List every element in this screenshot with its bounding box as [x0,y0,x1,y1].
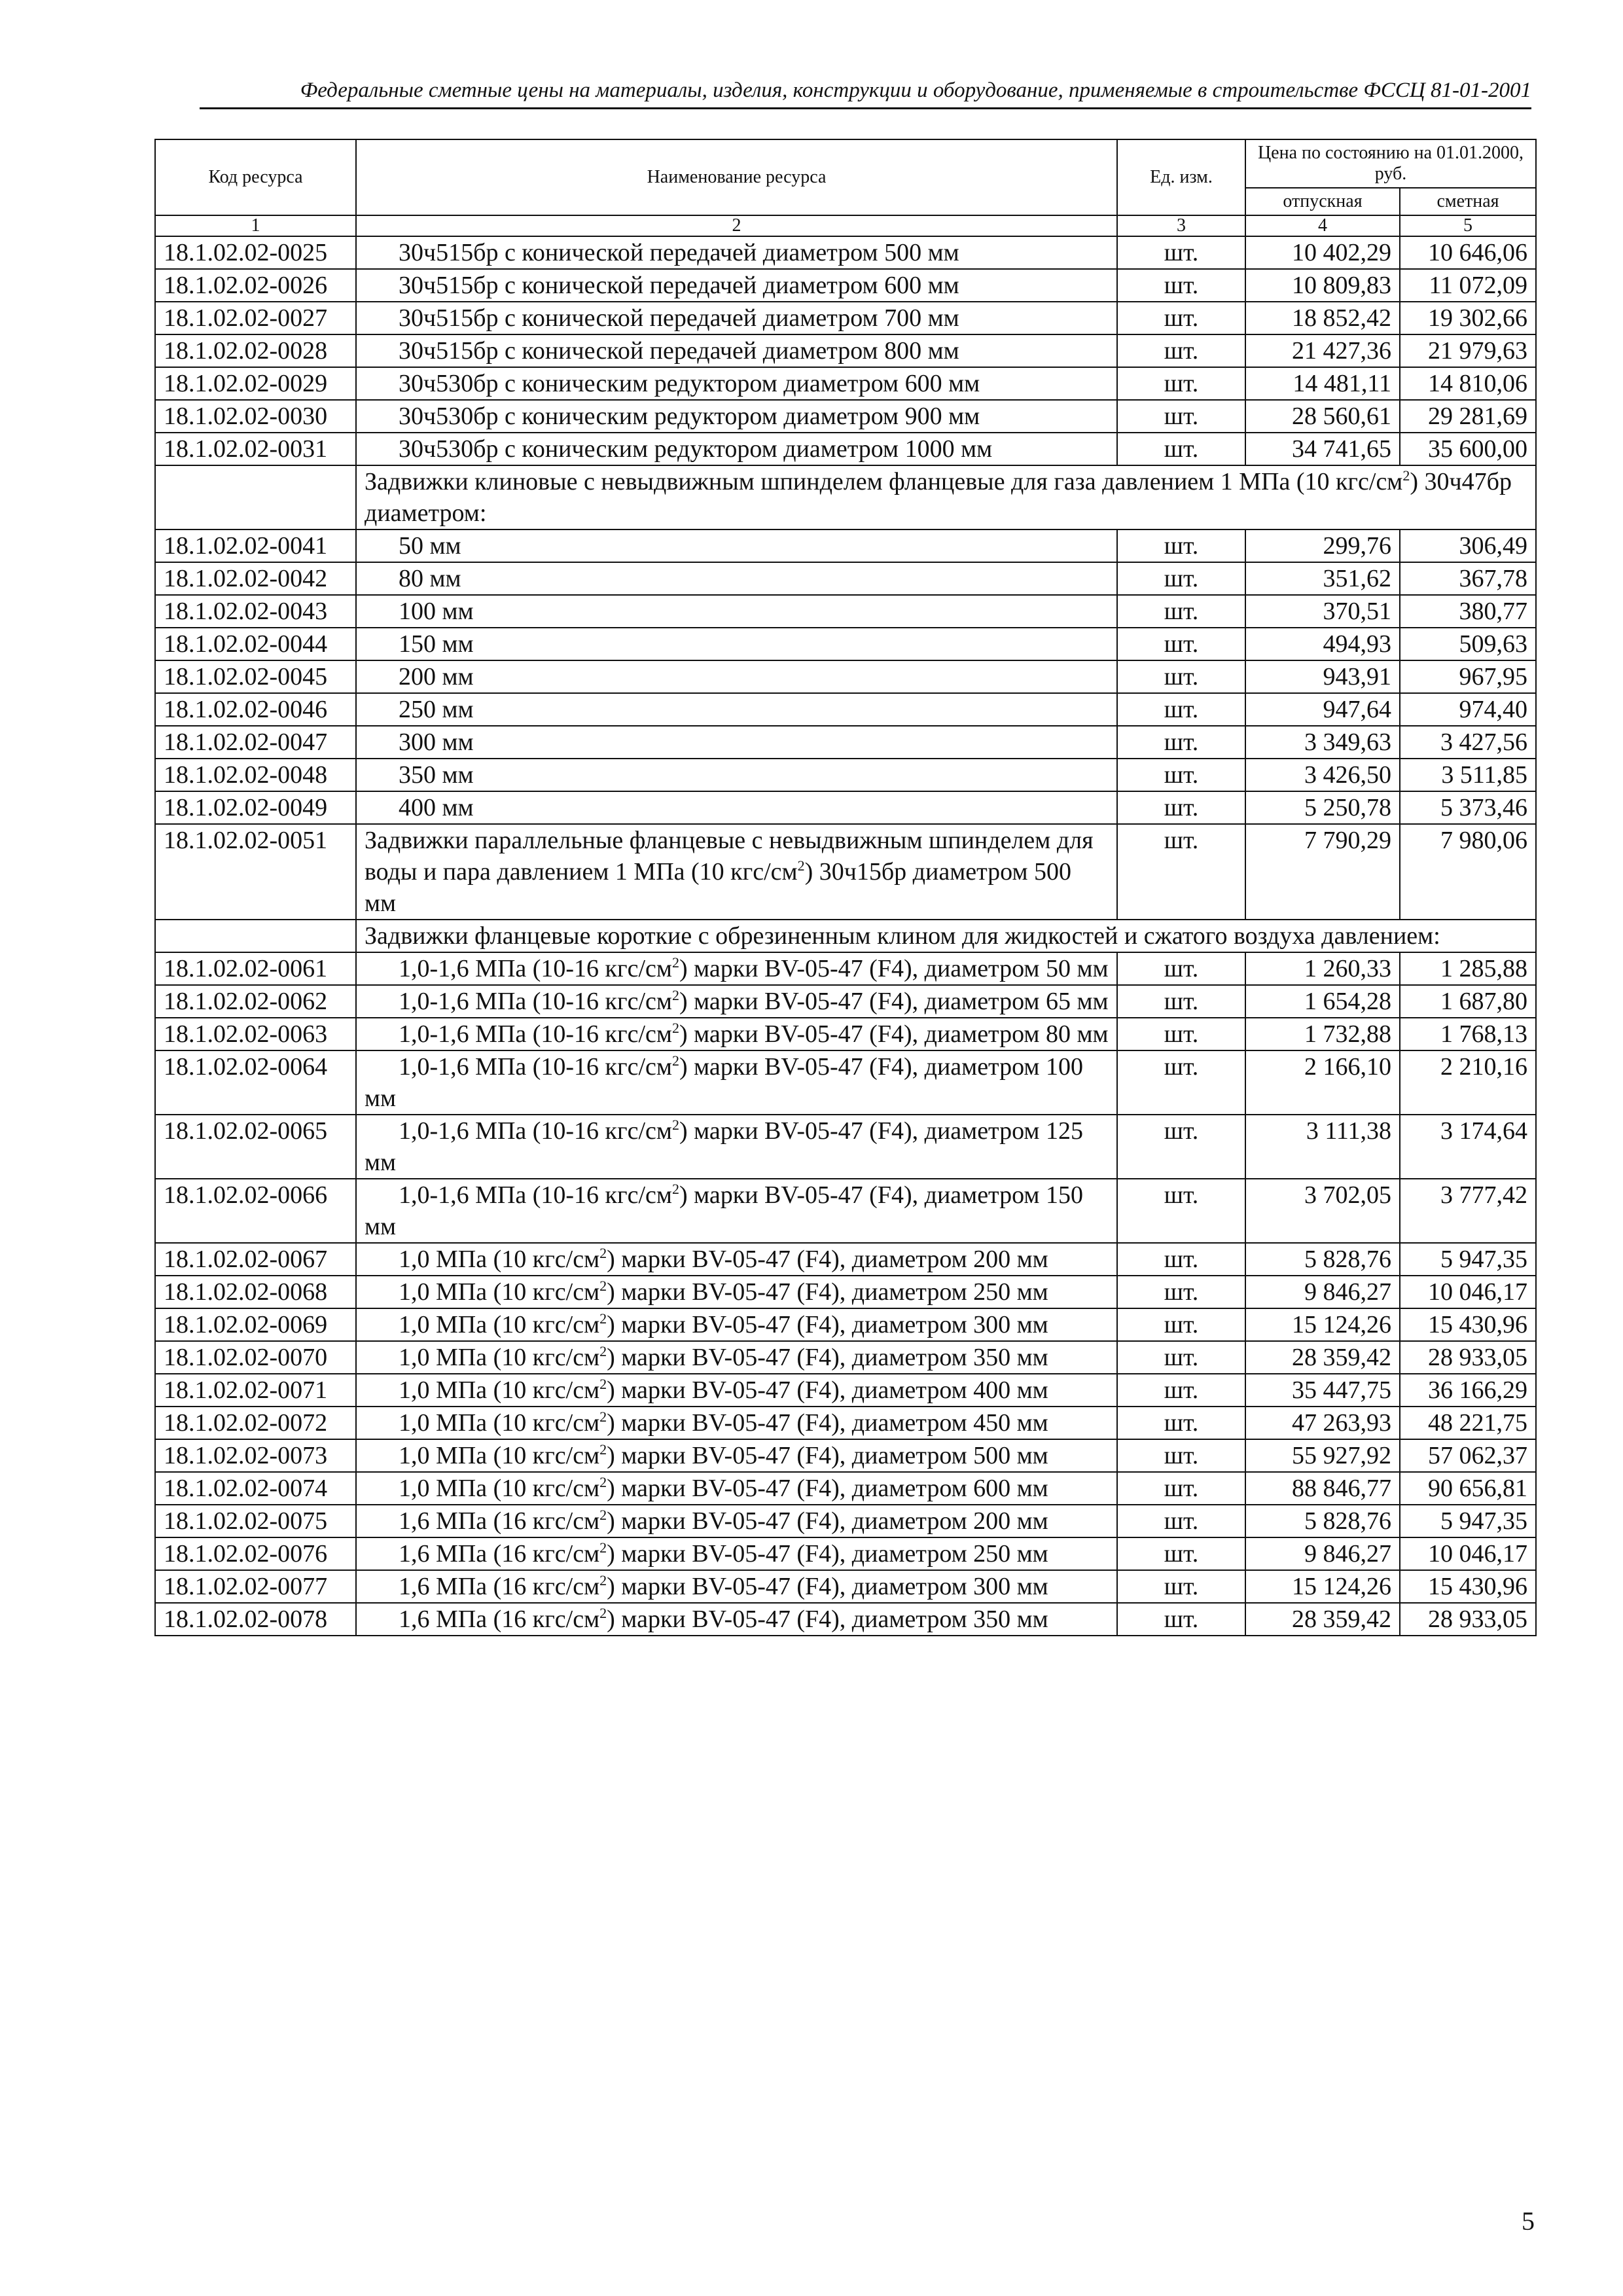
resource-name [356,1243,1117,1276]
resource-name [356,726,1117,759]
table-row [155,1439,1536,1472]
table-row [155,1276,1536,1308]
table-row [155,595,1536,628]
estimate-price: 10 046,17 [1400,1537,1536,1570]
resource-name [356,1308,1117,1341]
estimate-price: 28 933,05 [1400,1603,1536,1636]
resource-code: 18.1.02.02-0046 [155,693,356,726]
resource-code: 18.1.02.02-0077 [155,1570,356,1603]
group-header: Задвижки фланцевые короткие с обрезиненным клином для жидкостей и сжатого воздуха давлением: [356,920,1536,952]
release-price: 3 702,05 [1245,1179,1400,1243]
resource-name-text: 1,0 МПа (10 кгс/$см^2$) марки BV-05-47 (F4), диаметром 200 мм [399,1245,1048,1273]
unit: шт. [1117,1374,1245,1407]
column-number-row [155,215,1536,236]
resource-name-text: 1,0 МПа (10 кгс/$см^2$) марки BV-05-47 (F4), диаметром 400 мм [399,1376,1048,1404]
resource-code: 18.1.02.02-0073 [155,1439,356,1472]
table-row [155,433,1536,465]
resource-name-text: 30ч530бр с коническим редуктором диаметром 600 мм [399,370,980,397]
resource-code: 18.1.02.02-0042 [155,562,356,595]
unit: шт. [1117,1472,1245,1505]
estimate-price: 5 947,35 [1400,1505,1536,1537]
estimate-price: 28 933,05 [1400,1341,1536,1374]
estimate-price: 1 768,13 [1400,1018,1536,1050]
resource-name [356,1570,1117,1603]
estimate-price: 14 810,06 [1400,367,1536,400]
release-price: 9 846,27 [1245,1276,1400,1308]
release-price: 10 809,83 [1245,269,1400,302]
resource-name [356,269,1117,302]
unit: шт. [1117,1276,1245,1308]
resource-name-text: 1,0-1,6 МПа (10-16 кгс/$см^2$) марки BV-05-47 (F4), диаметром 125 мм [365,1117,1083,1176]
resource-name-text: 30ч530бр с коническим редуктором диаметром 1000 мм [399,435,993,463]
estimate-price: 11 072,09 [1400,269,1536,302]
table-row [155,1050,1536,1115]
release-price: 351,62 [1245,562,1400,595]
table-row [155,367,1536,400]
release-price: 18 852,42 [1245,302,1400,334]
column-number: 3 [1117,215,1245,236]
resource-name [356,529,1117,562]
resource-name-text: 350 мм [399,761,474,789]
resource-code: 18.1.02.02-0031 [155,433,356,465]
estimate-price: 2 210,16 [1400,1050,1536,1115]
resource-name-text: 1,0 МПа (10 кгс/$см^2$) марки BV-05-47 (F4), диаметром 250 мм [399,1278,1048,1306]
resource-code: 18.1.02.02-0051 [155,824,356,920]
resource-name-text: 1,6 МПа (16 кгс/$см^2$) марки BV-05-47 (F4), диаметром 250 мм [399,1539,1048,1568]
unit: шт. [1117,1537,1245,1570]
release-price: 3 111,38 [1245,1115,1400,1179]
unit: шт. [1117,824,1245,920]
header-unit: Ед. изм. [1117,139,1245,215]
resource-name-text: 1,0 МПа (10 кгс/$см^2$) марки BV-05-47 (F4), диаметром 300 мм [399,1310,1048,1338]
unit: шт. [1117,1179,1245,1243]
group-header-row [155,920,1536,952]
resource-name-text: 1,0-1,6 МПа (10-16 кгс/$см^2$) марки BV-05-47 (F4), диаметром 100 мм [365,1052,1083,1112]
resource-name-text: 1,0-1,6 МПа (10-16 кгс/$см^2$) марки BV-05-47 (F4), диаметром 80 мм [399,1020,1109,1048]
resource-code: 18.1.02.02-0071 [155,1374,356,1407]
release-price: 10 402,29 [1245,236,1400,269]
estimate-price: 48 221,75 [1400,1407,1536,1439]
unit: шт. [1117,269,1245,302]
resource-name [356,985,1117,1018]
estimate-price: 367,78 [1400,562,1536,595]
resource-name [356,824,1117,920]
table-row [155,302,1536,334]
resource-name-text: 200 мм [399,663,474,691]
release-price: 494,93 [1245,628,1400,660]
unit: шт. [1117,562,1245,595]
resource-code: 18.1.02.02-0068 [155,1276,356,1308]
resource-name-text: 1,0-1,6 МПа (10-16 кгс/$см^2$) марки BV-05-47 (F4), диаметром 65 мм [399,987,1109,1015]
resource-name-text: 30ч515бр с конической передачей диаметром 600 мм [399,272,959,299]
estimate-price: 19 302,66 [1400,302,1536,334]
unit: шт. [1117,595,1245,628]
release-price: 1 732,88 [1245,1018,1400,1050]
estimate-price: 15 430,96 [1400,1308,1536,1341]
resource-code: 18.1.02.02-0061 [155,952,356,985]
table-row [155,236,1536,269]
resource-name-text: 30ч515бр с конической передачей диаметром 800 мм [399,337,959,365]
release-price: 28 560,61 [1245,400,1400,433]
unit: шт. [1117,759,1245,791]
release-price: 88 846,77 [1245,1472,1400,1505]
resource-code: 18.1.02.02-0026 [155,269,356,302]
release-price: 3 426,50 [1245,759,1400,791]
release-price: 55 927,92 [1245,1439,1400,1472]
resource-name-text: 100 мм [399,598,474,625]
resource-code: 18.1.02.02-0076 [155,1537,356,1570]
resource-name [356,1018,1117,1050]
table-row [155,1179,1536,1243]
running-header: Федеральные сметные цены на материалы, изделия, конструкции и оборудование, применяемые в строительстве ФССЦ 81-01-2001 [200,77,1531,109]
estimate-price: 10 046,17 [1400,1276,1536,1308]
unit: шт. [1117,1115,1245,1179]
unit: шт. [1117,660,1245,693]
estimate-price: 57 062,37 [1400,1439,1536,1472]
unit: шт. [1117,529,1245,562]
resource-code: 18.1.02.02-0070 [155,1341,356,1374]
release-price: 28 359,42 [1245,1341,1400,1374]
resource-name [356,1537,1117,1570]
resource-name [356,1603,1117,1636]
table-row [155,628,1536,660]
resource-code: 18.1.02.02-0072 [155,1407,356,1439]
unit: шт. [1117,1308,1245,1341]
resource-code: 18.1.02.02-0044 [155,628,356,660]
column-number: 1 [155,215,356,236]
release-price: 28 359,42 [1245,1603,1400,1636]
column-number: 4 [1245,215,1400,236]
estimate-price: 974,40 [1400,693,1536,726]
resource-code: 18.1.02.02-0025 [155,236,356,269]
resource-code: 18.1.02.02-0047 [155,726,356,759]
header-name: Наименование ресурса [356,139,1117,215]
resource-name-text: 30ч515бр с конической передачей диаметром 500 мм [399,239,959,266]
resource-code: 18.1.02.02-0045 [155,660,356,693]
table-row [155,1472,1536,1505]
empty-code-cell [155,920,356,952]
price-table-body [155,236,1536,1636]
header-code: Код ресурса [155,139,356,215]
resource-name [356,1439,1117,1472]
resource-code: 18.1.02.02-0030 [155,400,356,433]
estimate-price: 967,95 [1400,660,1536,693]
release-price: 34 741,65 [1245,433,1400,465]
resource-code: 18.1.02.02-0066 [155,1179,356,1243]
table-row [155,985,1536,1018]
resource-name [356,1179,1117,1243]
estimate-price: 3 174,64 [1400,1115,1536,1179]
resource-name [356,1505,1117,1537]
resource-code: 18.1.02.02-0065 [155,1115,356,1179]
unit: шт. [1117,1341,1245,1374]
resource-name [356,334,1117,367]
resource-name [356,1276,1117,1308]
table-row [155,759,1536,791]
release-price: 15 124,26 [1245,1570,1400,1603]
resource-code: 18.1.02.02-0041 [155,529,356,562]
table-row [155,334,1536,367]
resource-name-text: 30ч530бр с коническим редуктором диаметром 900 мм [399,403,980,430]
unit: шт. [1117,367,1245,400]
estimate-price: 5 373,46 [1400,791,1536,824]
release-price: 9 846,27 [1245,1537,1400,1570]
resource-name-text: Задвижки параллельные фланцевые с невыдвижным шпинделем для воды и пара давлением 1 МПа (10 кгс/$см^2$) 30ч15бр диаметром 500 мм [365,827,1094,917]
page-number: 5 [1522,2206,1535,2236]
estimate-price: 90 656,81 [1400,1472,1536,1505]
estimate-price: 15 430,96 [1400,1570,1536,1603]
table-row [155,952,1536,985]
group-header-row [155,465,1536,529]
release-price: 21 427,36 [1245,334,1400,367]
resource-name [356,952,1117,985]
unit: шт. [1117,1505,1245,1537]
release-price: 15 124,26 [1245,1308,1400,1341]
release-price: 35 447,75 [1245,1374,1400,1407]
resource-code: 18.1.02.02-0069 [155,1308,356,1341]
release-price: 943,91 [1245,660,1400,693]
table-row [155,693,1536,726]
unit: шт. [1117,628,1245,660]
unit: шт. [1117,985,1245,1018]
estimate-price: 306,49 [1400,529,1536,562]
estimate-price: 36 166,29 [1400,1374,1536,1407]
estimate-price: 29 281,69 [1400,400,1536,433]
resource-name [356,562,1117,595]
resource-name-text: 250 мм [399,696,474,723]
resource-code: 18.1.02.02-0048 [155,759,356,791]
resource-name [356,759,1117,791]
table-row [155,1603,1536,1636]
resource-code: 18.1.02.02-0043 [155,595,356,628]
resource-name [356,628,1117,660]
resource-code: 18.1.02.02-0029 [155,367,356,400]
table-row [155,1374,1536,1407]
release-price: 47 263,93 [1245,1407,1400,1439]
resource-name-text: 30ч515бр с конической передачей диаметром 700 мм [399,304,959,332]
resource-code: 18.1.02.02-0062 [155,985,356,1018]
unit: шт. [1117,791,1245,824]
resource-name-text: 1,0-1,6 МПа (10-16 кгс/$см^2$) марки BV-05-47 (F4), диаметром 50 мм [399,954,1109,982]
release-price: 299,76 [1245,529,1400,562]
table-row [155,824,1536,920]
resource-name-text: 1,6 МПа (16 кгс/$см^2$) марки BV-05-47 (F4), диаметром 350 мм [399,1605,1048,1633]
resource-name-text: 80 мм [399,565,461,592]
resource-name-text: 1,0 МПа (10 кгс/$см^2$) марки BV-05-47 (F4), диаметром 600 мм [399,1474,1048,1502]
resource-name [356,236,1117,269]
table-row [155,1407,1536,1439]
unit: шт. [1117,693,1245,726]
table-row [155,400,1536,433]
unit: шт. [1117,1439,1245,1472]
table-row [155,529,1536,562]
unit: шт. [1117,334,1245,367]
release-price: 947,64 [1245,693,1400,726]
release-price: 14 481,11 [1245,367,1400,400]
resource-name [356,791,1117,824]
group-header: Задвижки клиновые с невыдвижным шпинделем фланцевые для газа давлением 1 МПа (10 кгс/$см^2$) 30ч47бр диаметром: [356,465,1536,529]
estimate-price: 380,77 [1400,595,1536,628]
unit: шт. [1117,952,1245,985]
resource-name [356,693,1117,726]
unit: шт. [1117,236,1245,269]
table-row [155,1505,1536,1537]
release-price: 5 828,76 [1245,1505,1400,1537]
resource-name [356,1341,1117,1374]
resource-name-text: 1,6 МПа (16 кгс/$см^2$) марки BV-05-47 (F4), диаметром 300 мм [399,1572,1048,1600]
unit: шт. [1117,302,1245,334]
column-number: 5 [1400,215,1536,236]
resource-name [356,400,1117,433]
resource-name-text: 50 мм [399,532,461,560]
resource-name-text: 300 мм [399,728,474,756]
table-row [155,660,1536,693]
header-estimate-price: сметная [1400,188,1536,215]
table-row [155,1537,1536,1570]
table-row [155,1115,1536,1179]
header-price-group: Цена по состоянию на 01.01.2000, руб. [1245,139,1536,188]
table-row [155,1018,1536,1050]
estimate-price: 3 777,42 [1400,1179,1536,1243]
estimate-price: 3 427,56 [1400,726,1536,759]
release-price: 370,51 [1245,595,1400,628]
unit: шт. [1117,726,1245,759]
resource-name-text: 1,0 МПа (10 кгс/$см^2$) марки BV-05-47 (F4), диаметром 500 мм [399,1441,1048,1469]
unit: шт. [1117,1570,1245,1603]
resource-name [356,1115,1117,1179]
estimate-price: 1 285,88 [1400,952,1536,985]
resource-name-text: 1,0 МПа (10 кгс/$см^2$) марки BV-05-47 (F4), диаметром 450 мм [399,1408,1048,1437]
release-price: 1 260,33 [1245,952,1400,985]
resource-name [356,1407,1117,1439]
unit: шт. [1117,400,1245,433]
table-row [155,791,1536,824]
column-number: 2 [356,215,1117,236]
unit: шт. [1117,1243,1245,1276]
resource-name-text: 1,0-1,6 МПа (10-16 кгс/$см^2$) марки BV-05-47 (F4), диаметром 150 мм [365,1181,1083,1240]
resource-name [356,595,1117,628]
release-price: 5 828,76 [1245,1243,1400,1276]
resource-name [356,1374,1117,1407]
resource-name [356,302,1117,334]
resource-name-text: 1,0 МПа (10 кгс/$см^2$) марки BV-05-47 (F4), диаметром 350 мм [399,1343,1048,1371]
estimate-price: 35 600,00 [1400,433,1536,465]
resource-name [356,1472,1117,1505]
release-price: 7 790,29 [1245,824,1400,920]
release-price: 1 654,28 [1245,985,1400,1018]
estimate-price: 10 646,06 [1400,236,1536,269]
estimate-price: 509,63 [1400,628,1536,660]
empty-code-cell [155,465,356,529]
unit: шт. [1117,1603,1245,1636]
resource-code: 18.1.02.02-0075 [155,1505,356,1537]
table-row [155,1243,1536,1276]
resource-name-text: 150 мм [399,630,474,658]
estimate-price: 21 979,63 [1400,334,1536,367]
release-price: 2 166,10 [1245,1050,1400,1115]
table-row [155,562,1536,595]
resource-name [356,1050,1117,1115]
resource-code: 18.1.02.02-0049 [155,791,356,824]
resource-name [356,433,1117,465]
unit: шт. [1117,433,1245,465]
unit: шт. [1117,1407,1245,1439]
resource-code: 18.1.02.02-0027 [155,302,356,334]
estimate-price: 5 947,35 [1400,1243,1536,1276]
resource-name [356,367,1117,400]
price-table [154,139,1537,1636]
unit: шт. [1117,1050,1245,1115]
release-price: 5 250,78 [1245,791,1400,824]
resource-code: 18.1.02.02-0064 [155,1050,356,1115]
resource-code: 18.1.02.02-0063 [155,1018,356,1050]
resource-code: 18.1.02.02-0067 [155,1243,356,1276]
table-row [155,1570,1536,1603]
estimate-price: 1 687,80 [1400,985,1536,1018]
header-release-price: отпускная [1245,188,1400,215]
resource-code: 18.1.02.02-0028 [155,334,356,367]
resource-name-text: 1,6 МПа (16 кгс/$см^2$) марки BV-05-47 (F4), диаметром 200 мм [399,1507,1048,1535]
estimate-price: 7 980,06 [1400,824,1536,920]
resource-name-text: 400 мм [399,794,474,821]
resource-code: 18.1.02.02-0078 [155,1603,356,1636]
table-row [155,269,1536,302]
table-row [155,1308,1536,1341]
table-row [155,1341,1536,1374]
table-row [155,726,1536,759]
unit: шт. [1117,1018,1245,1050]
resource-name [356,660,1117,693]
release-price: 3 349,63 [1245,726,1400,759]
estimate-price: 3 511,85 [1400,759,1536,791]
resource-code: 18.1.02.02-0074 [155,1472,356,1505]
